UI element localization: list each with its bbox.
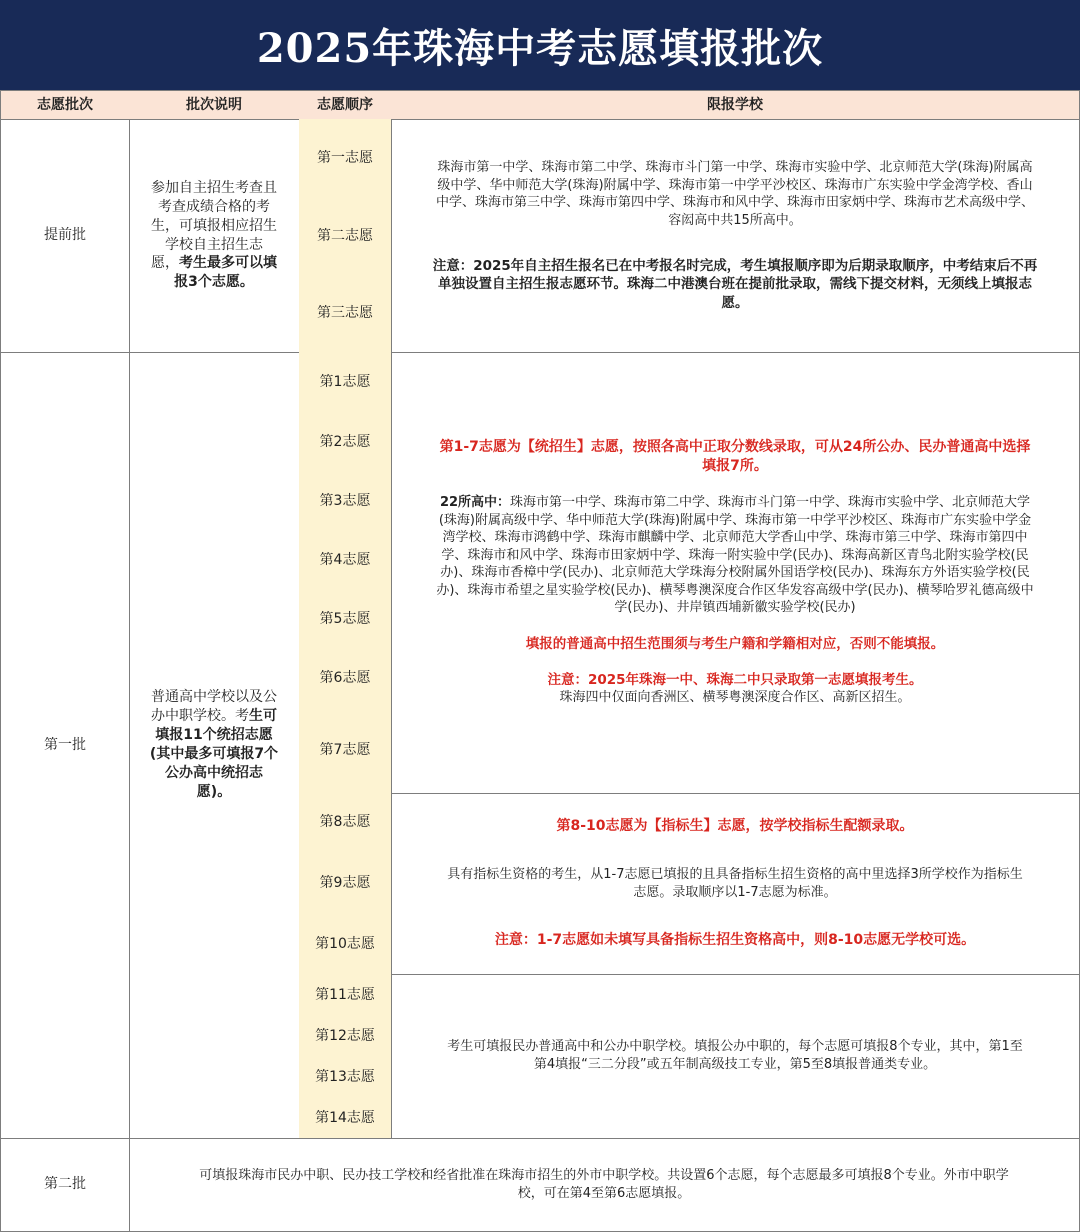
first-choice-13: 第13志愿 (299, 1057, 392, 1099)
group-a-note: 注意：2025年珠海一中、珠海二中只录取第一志愿填报考生。 (547, 672, 923, 689)
early-choice-1: 第一志愿 (299, 119, 392, 198)
first-choice-9: 第9志愿 (299, 852, 392, 915)
second-desc: 可填报珠海市民办中职、民办技工学校和经省批准在珠海市招生的外市中职学校。共设置6个志愿，每个志愿最多可填报8个专业。外市中职学校，可在第4至第6志愿填报。 (199, 1167, 1009, 1201)
batch-first-description (129, 352, 300, 1139)
early-choice-2: 第二志愿 (299, 197, 392, 276)
first-group-b-cell (391, 793, 1080, 975)
early-school-list: 珠海市第一中学、珠海市第二中学、珠海市斗门第一中学、珠海市实验中学、北京师范大学(珠海)附属高级中学、华中师范大学(珠海)附属中学、珠海市第一中学平沙校区、珠海市广东实验中学金湾学校、香山中学、珠海市第三中学、珠海市第四中学、珠海市和风中学、珠海市田家炳中学、珠海市艺术高级中学、容闳高中共15所高中。 (435, 160, 1034, 228)
early-desc-bold: 考生最多可以填报3个志愿。 (174, 255, 277, 291)
first-choice-10: 第10志愿 (299, 914, 392, 975)
first-choice-12: 第12志愿 (299, 1016, 392, 1058)
group-a-note-2: 珠海四中仅面向香洲区、横琴粤澳深度合作区、高新区招生。 (559, 690, 911, 706)
group-a-heading: 第1-7志愿为【统招生】志愿，按照各高中正取分数线录取，可从24所公办、民办普通高中选择填报7所。 (439, 439, 1031, 475)
group-b-heading: 第8-10志愿为【指标生】志愿，按学校指标生配额录取。 (556, 818, 914, 835)
first-choice-6: 第6志愿 (299, 649, 392, 708)
first-desc-normal: 普通高中学校以及公办中职学校。考 (151, 689, 277, 725)
first-group-c-cell (391, 974, 1080, 1139)
header-batch: 志愿批次 (0, 90, 130, 120)
first-choice-4: 第4志愿 (299, 531, 392, 591)
first-choice-8: 第8志愿 (299, 793, 392, 853)
header-description: 批次说明 (129, 90, 300, 120)
first-choice-5: 第5志愿 (299, 590, 392, 650)
early-note: 注意：2025年自主招生报名已在中考报名时完成，考生填报顺序即为后期录取顺序，中考结束后不再单独设置自主招生报志愿环节。珠海二中港澳台班在提前批录取，需线下提交材料，无须线上填报志愿。 (432, 258, 1038, 311)
batch-first-label: 第一批 (0, 352, 130, 1139)
group-a-warning: 填报的普通高中招生范围须与考生户籍和学籍相对应，否则不能填报。 (525, 635, 945, 652)
group-a-school-list: 珠海市第一中学、珠海市第二中学、珠海市斗门第一中学、珠海市实验中学、北京师范大学(珠海)附属高级中学、华中师范大学(珠海)附属中学、珠海市第一中学平沙校区、珠海市广东实验中学金湾学校、珠海市鸿鹤中学、珠海市麒麟中学、北京师范大学香山中学、珠海市第三中学、珠海市第四中学、珠海市和风中学、珠海市田家炳中学、珠海一附实验中学(民办)、珠海高新区青鸟北附实验学校(民办)、珠海市香樟中学(民办)、北京师范大学珠海分校附属外国语学校(民办)、珠海东方外语实验学校(民办)、珠海市希望之星实验学校(民办)、横琴粤澳深度合作区华发容高级中学(民办)、横琴哈罗礼德高级中学(民办)、井岸镇西埔新徽实验学校(民办) (436, 494, 1034, 616)
batch-second-description (129, 1138, 1080, 1232)
first-choice-11: 第11志愿 (299, 974, 392, 1017)
group-b-body: 具有指标生资格的考生，从1-7志愿已填报的且具备指标生招生资格的高中里选择3所学校作为指标生志愿。录取顺序以1-7志愿为标准。 (447, 866, 1023, 900)
early-schools-cell (391, 119, 1080, 353)
first-choice-2: 第2志愿 (299, 412, 392, 473)
header-schools: 限报学校 (391, 90, 1080, 120)
batch-early-description (129, 119, 300, 353)
batch-second-label: 第二批 (0, 1138, 130, 1232)
early-desc-normal: 参加自主招生考查且考查成绩合格的考生，可填报相应招生学校自主招生志 愿， (151, 179, 277, 272)
first-choice-1: 第1志愿 (299, 352, 392, 413)
first-group-a-cell (391, 352, 1080, 794)
early-choice-3: 第三志愿 (299, 275, 392, 353)
group-a-list-label: 22所高中： (439, 494, 511, 510)
group-c-body: 考生可填报民办普通高中和公办中职学校。填报公办中职的，每个志愿可填报8个专业，其中，第1至第4填报“三二分段”或五年制高级技工专业，第5至8填报普通类专业。 (447, 1039, 1023, 1072)
first-choice-7: 第7志愿 (299, 707, 392, 794)
first-choice-14: 第14志愿 (299, 1098, 392, 1139)
page-title: 2025年珠海中考志愿填报批次 (0, 0, 1080, 90)
batch-early-label: 提前批 (0, 119, 130, 353)
header-order: 志愿顺序 (299, 90, 392, 120)
first-desc-bold: 生可填报11个统招志愿(其中最多可填报7个公办高中统招志愿)。 (149, 708, 279, 800)
group-b-note: 注意：1-7志愿如未填写具备指标生招生资格高中，则8-10志愿无学校可选。 (494, 932, 976, 949)
first-choice-3: 第3志愿 (299, 472, 392, 532)
